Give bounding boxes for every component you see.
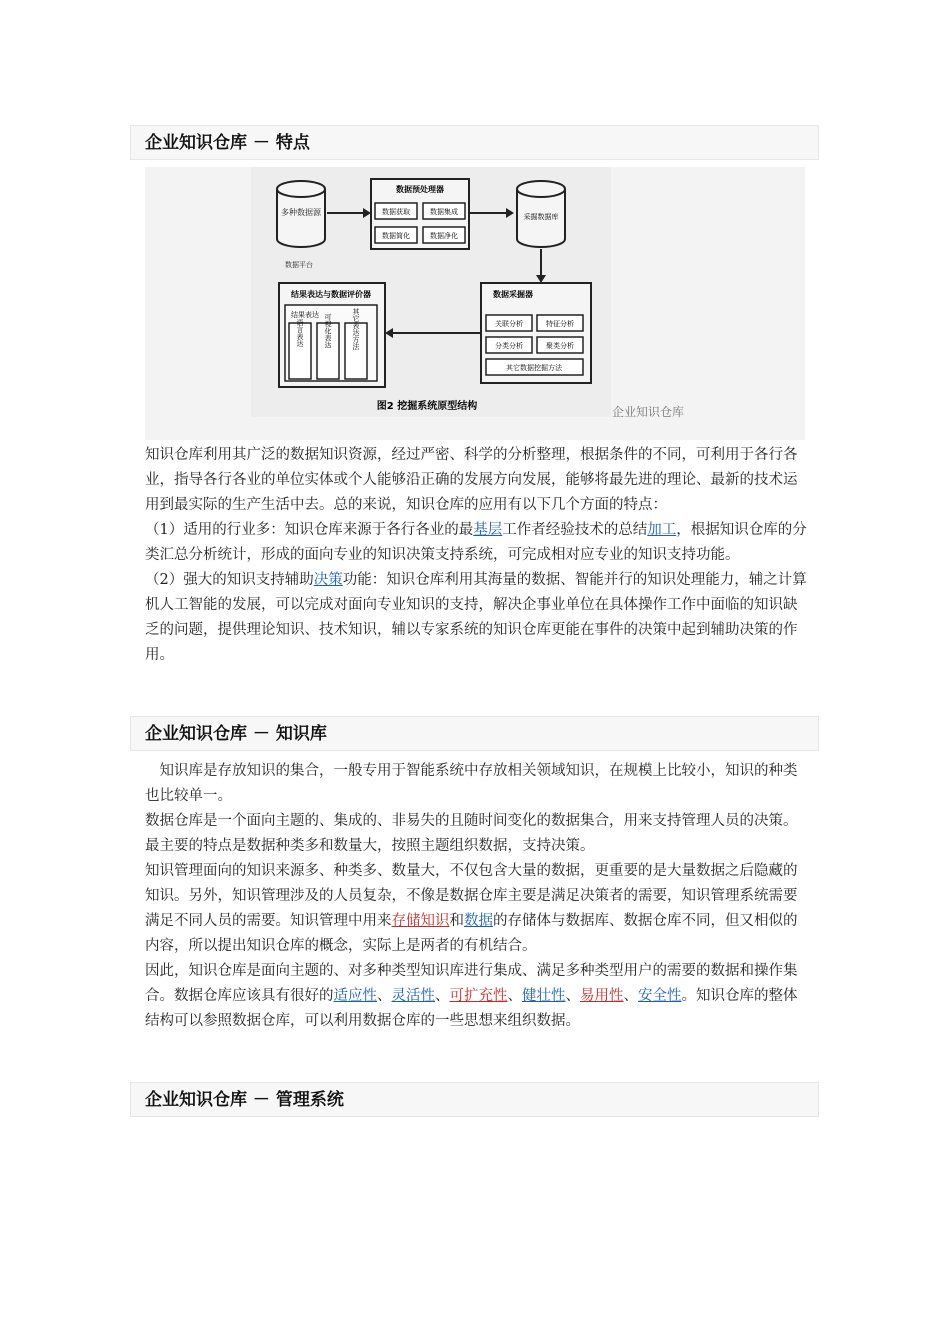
preprocess-cell-4: 数据净化 bbox=[430, 232, 458, 240]
paragraph bbox=[145, 518, 810, 568]
text: 、 bbox=[377, 988, 392, 1004]
link-usability[interactable]: 易用性 bbox=[580, 988, 624, 1004]
text: 、 bbox=[507, 988, 522, 1004]
link-flexibility[interactable]: 灵活性 bbox=[391, 988, 435, 1004]
miner-cell-4: 聚类分析 bbox=[546, 342, 574, 350]
section-title-knowledge-base: 企业知识仓库 － 知识库 bbox=[130, 716, 819, 751]
text: （1）适用的行业多：知识仓库来源于各行各业的最 bbox=[145, 522, 474, 538]
paragraph bbox=[145, 443, 810, 518]
text: （2）强大的知识支持辅助 bbox=[145, 572, 314, 588]
warehouse-label: 采掘数据库 bbox=[523, 213, 559, 221]
result-cell-2: 可视化表达 bbox=[324, 313, 332, 349]
result-cell-1: 语言表达 bbox=[296, 319, 304, 347]
text: 知识库是存放知识的集合，一般专用于智能系统中存放相关领域知识，在规模上比较小，知识的种类也比较单一。 bbox=[145, 763, 798, 804]
section-title-management-system: 企业知识仓库 － 管理系统 bbox=[130, 1082, 819, 1117]
text: 因此，知识仓库是面向主题的、对多种类型知识库进行集成、满足多种类型用户的需要的数据和操作集合。数据仓库应该具有很好的 bbox=[145, 963, 798, 1004]
miner-cell-3: 分类分析 bbox=[495, 342, 523, 350]
miner-cell-2: 特征分析 bbox=[546, 320, 574, 328]
paragraph bbox=[145, 809, 810, 859]
text: 工作者经验技术的总结 bbox=[502, 522, 648, 538]
preprocess-cell-3: 数据简化 bbox=[382, 232, 410, 240]
text: 和 bbox=[449, 913, 464, 929]
text: 知识管理面向的知识来源多、种类多、数量大，不仅包含大量的数据，更重要的是大量数据之后隐藏的知识。另外，知识管理涉及的人员复杂，不像是数据仓库主要是满足决策者的需要，知识管理系统需要满足不同人员的需要。知识管理中用来 bbox=[145, 863, 798, 929]
text: 、 bbox=[623, 988, 638, 1004]
miner-cell-5: 其它数据挖掘方法 bbox=[506, 364, 562, 372]
text: 的存储体与数据库、数据仓库不同，但又相似的内容，所以提出知识仓库的概念，实际上是两者的有机结合。 bbox=[145, 913, 798, 954]
figure-container bbox=[145, 167, 805, 440]
miner-cell-1: 关联分析 bbox=[495, 320, 523, 328]
result-cell-3: 其它表达方法 bbox=[352, 308, 360, 350]
link-store-knowledge[interactable]: 存储知识 bbox=[391, 913, 450, 929]
text: 功能：知识仓库利用其海量的数据、智能并行的知识处理能力，辅之计算机人工智能的发展，可以完成对面向专业知识的支持，解决企事业单位在具体操作工作中面临的知识缺乏的问题，提供理论知识、技术知识，辅以专家系统的知识仓库更能在事件的决策中起到辅助决策的作用。 bbox=[145, 572, 807, 663]
result-sub: 结果表达 bbox=[291, 311, 319, 319]
text: 、 bbox=[435, 988, 450, 1004]
link-robustness[interactable]: 健壮性 bbox=[522, 988, 566, 1004]
paragraph bbox=[145, 859, 810, 959]
paragraph bbox=[145, 959, 810, 1034]
link-scalability[interactable]: 可扩充性 bbox=[449, 988, 508, 1004]
figure-title: 图2 挖掘系统原型结构 bbox=[376, 401, 478, 412]
text: ，根据知识仓库的分类汇总分析统计，形成的面向专业的知识决策支持系统，可完成相对应专业的知识支持功能。 bbox=[145, 522, 807, 563]
link-security[interactable]: 安全性 bbox=[638, 988, 682, 1004]
source-platform-label: 数据平台 bbox=[285, 261, 313, 269]
paragraph bbox=[145, 568, 810, 668]
features-body bbox=[145, 443, 810, 668]
link-adaptability[interactable]: 适应性 bbox=[333, 988, 377, 1004]
diagram-image bbox=[251, 167, 611, 417]
text: 、 bbox=[565, 988, 580, 1004]
miner-title: 数据采掘器 bbox=[493, 290, 533, 299]
link-juece[interactable]: 决策 bbox=[313, 572, 343, 588]
link-data[interactable]: 数据 bbox=[464, 913, 493, 929]
source-db-label: 多种数据源 bbox=[281, 208, 321, 217]
preprocess-cell-1: 数据获取 bbox=[382, 208, 410, 216]
text: 数据仓库是一个面向主题的、集成的、非易失的且随时间变化的数据集合，用来支持管理人员的决策。最主要的特点是数据种类多和数量大，按照主题组织数据，支持决策。 bbox=[145, 813, 798, 854]
section-title-features: 企业知识仓库 － 特点 bbox=[130, 125, 819, 160]
text: 。知识仓库的整体结构可以参照数据仓库，可以利用数据仓库的一些思想来组织数据。 bbox=[145, 988, 798, 1029]
figure-caption: 企业知识仓库 bbox=[612, 405, 685, 419]
paragraph bbox=[145, 759, 810, 809]
result-title: 结果表达与数据评价器 bbox=[291, 290, 371, 299]
link-jiagong[interactable]: 加工 bbox=[647, 522, 677, 538]
text: 知识仓库利用其广泛的数据知识资源，经过严密、科学的分析整理，根据条件的不同，可利用于各行各业，指导各行各业的单位实体或个人能够沿正确的发展方向发展，能够将最先进的理论、最新的技术运用到最实际的生产生活中去。总的来说，知识仓库的应用有以下几个方面的特点： bbox=[145, 447, 798, 513]
knowledge-base-body bbox=[145, 759, 810, 1034]
link-jiceng[interactable]: 基层 bbox=[473, 522, 503, 538]
preprocess-title: 数据预处理器 bbox=[396, 185, 444, 194]
preprocess-cell-2: 数据集成 bbox=[430, 208, 458, 216]
